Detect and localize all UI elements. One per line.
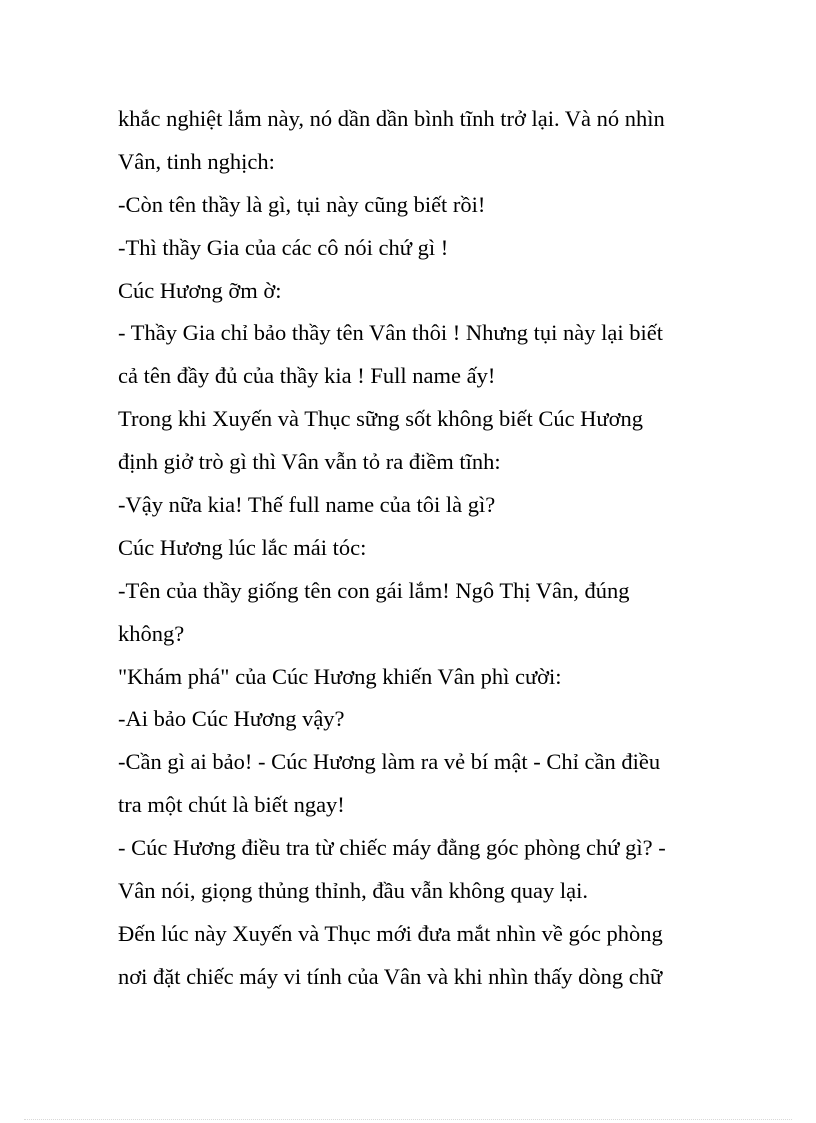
text-line-15: -Ai bảo Cúc Hương vậy?	[118, 706, 345, 732]
text-line-13: không?	[118, 620, 185, 646]
text-line-17: tra một chút là biết ngay!	[118, 792, 345, 818]
text-line-11: Cúc Hương lúc lắc mái tóc:	[118, 534, 367, 560]
page-bottom-divider	[24, 1119, 792, 1120]
text-line-7: cả tên đầy đủ của thầy kia ! Full name ấy!	[118, 363, 496, 389]
text-line-20: Đến lúc này Xuyến và Thục mới đưa mắt nhìn về góc phòng	[118, 920, 663, 946]
text-line-3: -Còn tên thầy là gì, tụi này cũng biết rồi!	[118, 191, 486, 217]
text-line-16: -Cần gì ai bảo! - Cúc Hương làm ra vẻ bí mật - Chỉ cần điều	[118, 749, 661, 775]
text-line-14: "Khám phá" của Cúc Hương khiến Vân phì cười:	[118, 663, 562, 689]
body-text	[118, 98, 698, 999]
text-line-18: - Cúc Hương điều tra từ chiếc máy đằng góc phòng chứ gì? -	[118, 835, 666, 861]
text-line-6: - Thầy Gia chỉ bảo thầy tên Vân thôi ! Nhưng tụi này lại biết	[118, 320, 663, 346]
text-line-5: Cúc Hương ỡm ờ:	[118, 277, 282, 303]
text-line-19: Vân nói, giọng thủng thỉnh, đầu vẫn không quay lại.	[118, 878, 588, 904]
text-line-10: -Vậy nữa kia! Thế full name của tôi là gì?	[118, 492, 496, 518]
text-line-2: Vân, tinh nghịch:	[118, 148, 275, 174]
text-line-8: Trong khi Xuyến và Thục sững sốt không biết Cúc Hương	[118, 406, 644, 432]
text-line-12: -Tên của thầy giống tên con gái lắm! Ngô Thị Vân, đúng	[118, 577, 630, 603]
text-line-21: nơi đặt chiếc máy vi tính của Vân và khi nhìn thấy dòng chữ	[118, 963, 663, 989]
text-line-4: -Thì thầy Gia của các cô nói chứ gì !	[118, 234, 449, 260]
text-line-9: định giở trò gì thì Vân vẫn tỏ ra điềm tĩnh:	[118, 449, 501, 475]
text-line-1: khắc nghiệt lắm này, nó dần dần bình tĩnh trở lại. Và nó nhìn	[118, 106, 665, 131]
